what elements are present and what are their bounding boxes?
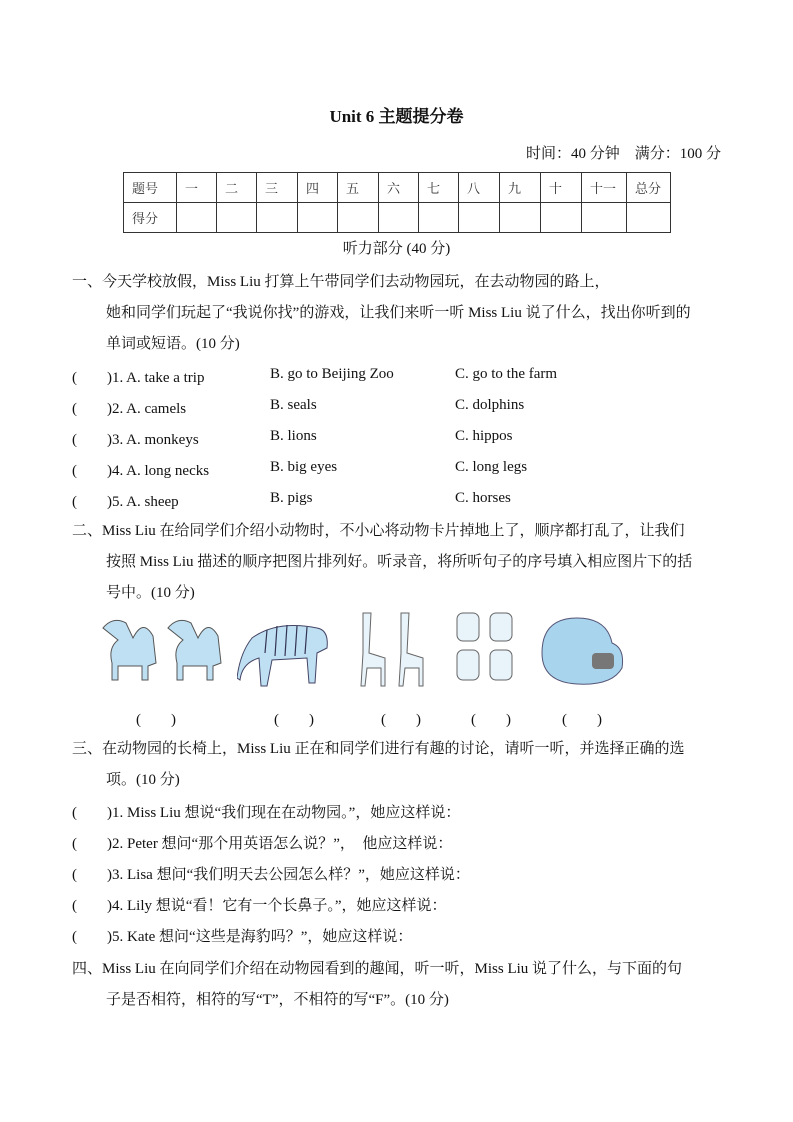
score-cell[interactable] <box>257 203 298 233</box>
question-option-a: ( )5. A. sheep <box>72 494 179 510</box>
answer-bracket[interactable]: ( ) <box>381 712 421 728</box>
score-header-cell: 七 <box>419 173 459 203</box>
score-header-cell: 题号 <box>124 173 177 203</box>
s2-line: 号中。(10 分) <box>106 585 195 601</box>
score-header-cell: 三 <box>257 173 298 203</box>
score-header-cell: 九 <box>500 173 541 203</box>
question-option-b: B. lions <box>270 428 317 444</box>
score-row-label: 得分 <box>124 203 177 233</box>
answer-bracket[interactable]: ( ) <box>471 712 511 728</box>
s3-line: 三、在动物园的长椅上，Miss Liu 正在和同学们进行有趣的讨论，请听一听，并选择正确的选 <box>72 741 685 757</box>
question-option-b: B. go to Beijing Zoo <box>270 366 394 382</box>
score-header-cell: 六 <box>379 173 419 203</box>
score-header-cell: 十 <box>541 173 582 203</box>
question-item: ( )4. Lily 想说“看！它有一个长鼻子。”，她应这样说： <box>72 898 447 914</box>
question-option-c: C. long legs <box>455 459 528 475</box>
question-option-b: B. pigs <box>270 490 313 506</box>
question-option-c: C. dolphins <box>455 397 525 413</box>
question-option-a: ( )3. A. monkeys <box>72 432 199 448</box>
score-cell[interactable] <box>627 203 671 233</box>
page-title: Unit 6 主题提分卷 <box>329 107 464 126</box>
question-option-c: C. hippos <box>455 428 513 444</box>
hippo-picture <box>537 608 627 690</box>
score-cell[interactable] <box>217 203 257 233</box>
s2-line: 二、Miss Liu 在给同学们介绍小动物时，不小心将动物卡片掉地上了，顺序都打乱了，让我们 <box>72 523 685 539</box>
score-cell[interactable] <box>338 203 379 233</box>
goats-picture <box>452 608 522 690</box>
s3-line: 项。(10 分) <box>106 772 180 788</box>
question-option-b: B. seals <box>270 397 317 413</box>
score-header-cell: 总分 <box>627 173 671 203</box>
score-header-cell: 四 <box>298 173 338 203</box>
score-cell[interactable] <box>500 203 541 233</box>
s1-line: 她和同学们玩起了“我说你找”的游戏，让我们来听一听 Miss Liu 说了什么，找出你听到的 <box>106 305 691 321</box>
tiger-picture <box>237 608 332 690</box>
question-option-a: ( )2. A. camels <box>72 401 187 417</box>
giraffes-picture <box>355 608 435 690</box>
answer-bracket[interactable]: ( ) <box>136 712 176 728</box>
question-item: ( )2. Peter 想问“那个用英语怎么说？”， 他应这样说： <box>72 836 453 852</box>
camels-picture <box>98 608 228 688</box>
s2-line: 按照 Miss Liu 描述的顺序把图片排列好。听录音，将所听句子的序号填入相应图片下的括 <box>106 554 693 570</box>
score-header-cell: 十一 <box>582 173 627 203</box>
question-item: ( )1. Miss Liu 想说“我们现在在动物园。”，她应这样说： <box>72 805 461 821</box>
question-option-c: C. go to the farm <box>455 366 558 382</box>
score-cell[interactable] <box>419 203 459 233</box>
score-cell[interactable] <box>298 203 338 233</box>
score-table <box>123 172 671 233</box>
question-item: ( )3. Lisa 想问“我们明天去公园怎么样？”，她应这样说： <box>72 867 470 883</box>
score-cell[interactable] <box>177 203 217 233</box>
s4-line: 子是否相符，相符的写“T”，不相符的写“F”。(10 分) <box>106 992 449 1008</box>
s1-line: 一、今天学校放假，Miss Liu 打算上午带同学们去动物园玩，在去动物园的路上， <box>72 274 610 290</box>
score-header-cell: 八 <box>459 173 500 203</box>
question-option-a: ( )4. A. long necks <box>72 463 210 479</box>
exam-meta: 时间：40 分钟 满分：100 分 <box>525 146 721 162</box>
question-option-a: ( )1. A. take a trip <box>72 370 205 386</box>
listening-header: 听力部分 (40 分) <box>342 241 451 257</box>
score-cell[interactable] <box>541 203 582 233</box>
question-option-b: B. big eyes <box>270 459 338 475</box>
s4-line: 四、Miss Liu 在向同学们介绍在动物园看到的趣闻，听一听，Miss Liu 说了什么，与下面的句 <box>72 961 683 977</box>
question-item: ( )5. Kate 想问“这些是海豹吗？”，她应这样说： <box>72 929 413 945</box>
score-header-cell: 二 <box>217 173 257 203</box>
score-cell[interactable] <box>379 203 419 233</box>
score-header-cell: 五 <box>338 173 379 203</box>
score-cell[interactable] <box>582 203 627 233</box>
answer-bracket[interactable]: ( ) <box>562 712 602 728</box>
answer-bracket[interactable]: ( ) <box>274 712 314 728</box>
question-option-c: C. horses <box>455 490 511 506</box>
score-cell[interactable] <box>459 203 500 233</box>
score-header-cell: 一 <box>177 173 217 203</box>
s1-line: 单词或短语。(10 分) <box>106 336 240 352</box>
